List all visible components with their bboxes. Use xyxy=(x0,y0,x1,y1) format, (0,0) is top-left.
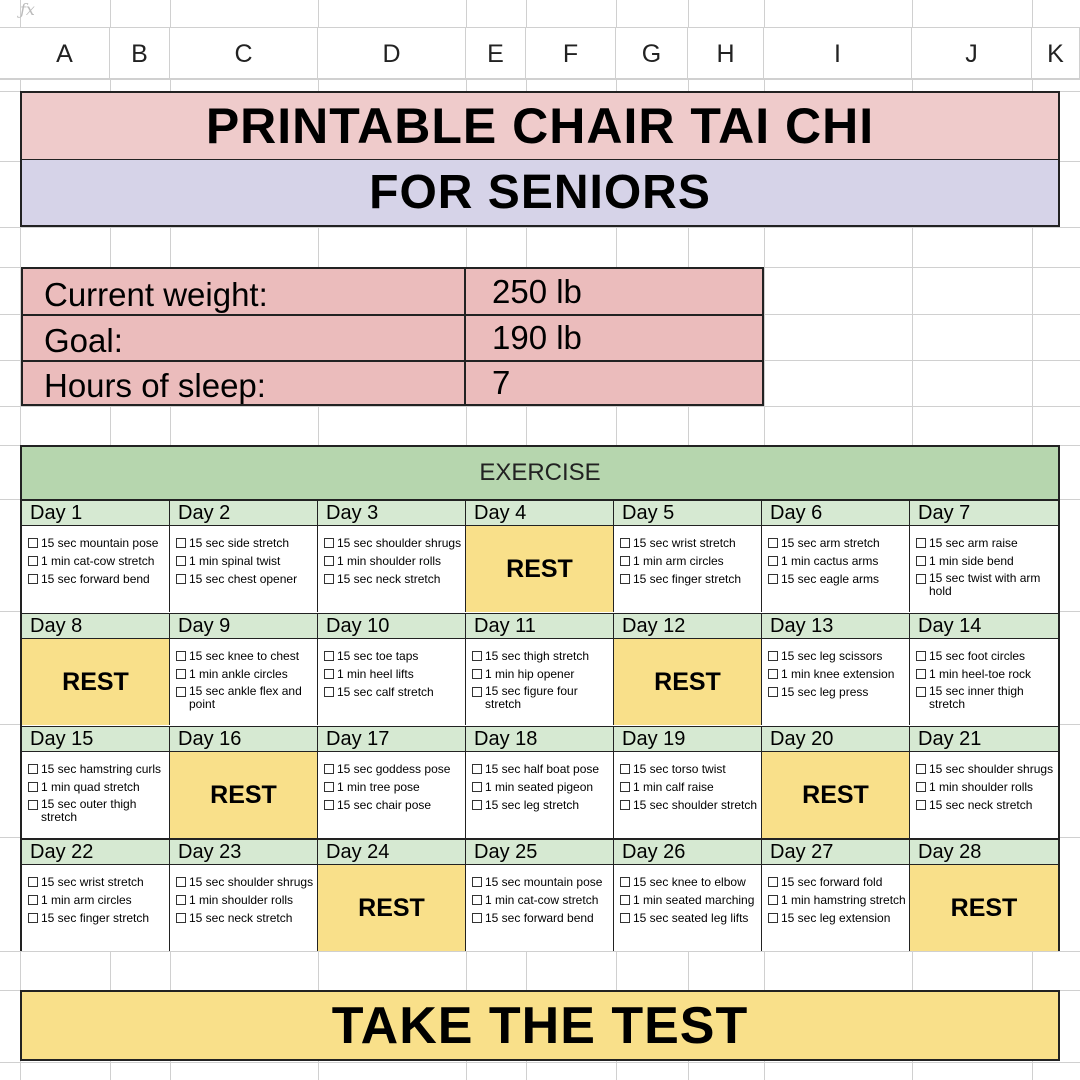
task-checkbox[interactable] xyxy=(472,913,482,923)
task-label: 1 min seated marching xyxy=(633,893,755,907)
task-item xyxy=(916,647,1056,665)
column-header-j[interactable]: J xyxy=(912,28,1032,80)
task-label: 15 sec foot circles xyxy=(929,649,1026,663)
task-label: 15 sec leg stretch xyxy=(485,798,580,812)
day-header: Day 17 xyxy=(318,726,466,752)
column-header-b[interactable]: B xyxy=(110,28,170,80)
task-item xyxy=(620,796,759,814)
task-checkbox[interactable] xyxy=(620,556,630,566)
task-label: 15 sec chest opener xyxy=(189,572,298,586)
task-item xyxy=(324,778,463,796)
day-header: Day 3 xyxy=(318,500,466,526)
exercise-header: EXERCISE xyxy=(22,447,1058,500)
day-task-cell xyxy=(466,752,614,838)
task-label: 1 min heel-toe rock xyxy=(929,667,1032,681)
task-label: 15 sec forward bend xyxy=(485,911,594,925)
task-label: 15 sec shoulder shrugs xyxy=(929,762,1054,776)
task-item xyxy=(28,760,167,778)
task-checkbox[interactable] xyxy=(916,556,926,566)
task-checkbox[interactable] xyxy=(28,538,38,548)
day-task-cell xyxy=(466,865,614,951)
task-item xyxy=(176,891,315,909)
task-item xyxy=(28,534,167,552)
task-label: 1 min shoulder rolls xyxy=(929,780,1034,794)
column-header-e[interactable]: E xyxy=(466,28,526,80)
task-checkbox[interactable] xyxy=(916,574,926,584)
task-checkbox[interactable] xyxy=(620,877,630,887)
task-checkbox[interactable] xyxy=(324,687,334,697)
task-label: 1 min side bend xyxy=(929,554,1014,568)
day-task-cell xyxy=(22,865,170,951)
task-item xyxy=(472,778,611,796)
task-label: 15 sec mountain pose xyxy=(41,536,159,550)
task-item xyxy=(176,552,315,570)
rest-day-cell xyxy=(466,526,614,612)
day-header: Day 10 xyxy=(318,613,466,639)
task-label: 15 sec wrist stretch xyxy=(633,536,736,550)
task-label: 1 min arm circles xyxy=(633,554,724,568)
day-header: Day 11 xyxy=(466,613,614,639)
task-item xyxy=(472,760,611,778)
task-label: 15 sec chair pose xyxy=(337,798,432,812)
task-checkbox[interactable] xyxy=(916,764,926,774)
task-item xyxy=(768,683,907,701)
day-task-cell xyxy=(466,639,614,725)
task-checkbox[interactable] xyxy=(768,574,778,584)
task-label: 1 min calf raise xyxy=(633,780,714,794)
task-checkbox[interactable] xyxy=(768,877,778,887)
column-header-a[interactable]: A xyxy=(20,28,110,80)
task-checkbox[interactable] xyxy=(28,913,38,923)
day-header: Day 13 xyxy=(762,613,910,639)
task-label: 15 sec twist with arm hold xyxy=(929,571,1041,598)
task-checkbox[interactable] xyxy=(768,895,778,905)
task-item xyxy=(768,570,907,588)
task-checkbox[interactable] xyxy=(176,651,186,661)
task-checkbox[interactable] xyxy=(176,687,186,697)
task-label: 15 sec neck stretch xyxy=(189,911,293,925)
day-task-cell xyxy=(170,865,318,951)
task-item xyxy=(768,534,907,552)
task-label: 15 sec arm raise xyxy=(929,536,1018,550)
column-header-f[interactable]: F xyxy=(526,28,616,80)
take-the-test-button[interactable]: TAKE THE TEST xyxy=(20,990,1060,1061)
task-checkbox[interactable] xyxy=(176,538,186,548)
task-label: 1 min shoulder rolls xyxy=(189,893,294,907)
task-checkbox[interactable] xyxy=(620,574,630,584)
task-label: 1 min arm circles xyxy=(41,893,132,907)
day-header: Day 26 xyxy=(614,839,762,865)
task-item xyxy=(324,534,463,552)
task-label: 1 min quad stretch xyxy=(41,780,140,794)
stat-value[interactable]: 190 lb xyxy=(492,319,582,356)
task-label: 1 min cat-cow stretch xyxy=(485,893,599,907)
task-checkbox[interactable] xyxy=(916,687,926,697)
task-item xyxy=(620,909,759,927)
task-item xyxy=(324,570,463,588)
task-checkbox[interactable] xyxy=(28,895,38,905)
task-checkbox[interactable] xyxy=(916,800,926,810)
task-item xyxy=(472,647,611,665)
task-checkbox[interactable] xyxy=(472,800,482,810)
day-task-cell xyxy=(614,865,762,951)
day-task-cell xyxy=(22,752,170,838)
task-item xyxy=(472,665,611,683)
rest-label: REST xyxy=(802,780,869,809)
task-item xyxy=(916,572,1056,598)
task-item xyxy=(916,760,1056,778)
task-label: 1 min cat-cow stretch xyxy=(41,554,155,568)
task-checkbox[interactable] xyxy=(768,651,778,661)
task-checkbox[interactable] xyxy=(472,877,482,887)
task-label: 15 sec thigh stretch xyxy=(485,649,590,663)
task-label: 15 sec side stretch xyxy=(189,536,290,550)
day-task-cell xyxy=(762,526,910,612)
task-checkbox[interactable] xyxy=(176,913,186,923)
task-checkbox[interactable] xyxy=(916,669,926,679)
task-checkbox[interactable] xyxy=(324,800,334,810)
task-item xyxy=(916,552,1056,570)
task-label: 15 sec shoulder shrugs xyxy=(337,536,462,550)
task-checkbox[interactable] xyxy=(472,669,482,679)
task-checkbox[interactable] xyxy=(620,782,630,792)
page-subtitle: FOR SENIORS xyxy=(20,160,1060,227)
task-item xyxy=(472,873,611,891)
task-checkbox[interactable] xyxy=(620,913,630,923)
day-task-cell xyxy=(762,865,910,951)
task-checkbox[interactable] xyxy=(768,669,778,679)
task-item xyxy=(768,891,907,909)
day-task-cell xyxy=(318,752,466,838)
task-checkbox[interactable] xyxy=(28,800,38,810)
task-label: 15 sec shoulder shrugs xyxy=(189,875,314,889)
task-label: 15 sec knee to elbow xyxy=(633,875,746,889)
stat-label: Hours of sleep: xyxy=(23,362,466,404)
task-item xyxy=(176,665,315,683)
task-item xyxy=(768,647,907,665)
task-checkbox[interactable] xyxy=(28,764,38,774)
task-item xyxy=(620,570,759,588)
task-item xyxy=(916,685,1056,711)
task-checkbox[interactable] xyxy=(472,764,482,774)
task-item xyxy=(324,552,463,570)
task-checkbox[interactable] xyxy=(324,764,334,774)
stat-row-weight xyxy=(23,269,762,314)
rest-label: REST xyxy=(358,893,425,922)
column-header-d[interactable]: D xyxy=(318,28,466,80)
rest-day-cell xyxy=(318,865,466,951)
task-checkbox[interactable] xyxy=(176,895,186,905)
task-checkbox[interactable] xyxy=(768,913,778,923)
task-item xyxy=(472,685,611,711)
task-checkbox[interactable] xyxy=(324,782,334,792)
formula-icon: ƒx xyxy=(20,0,35,19)
task-item xyxy=(176,685,315,711)
day-header: Day 14 xyxy=(910,613,1058,639)
task-label: 1 min heel lifts xyxy=(337,667,414,681)
task-item xyxy=(620,891,759,909)
rest-day-cell xyxy=(762,752,910,838)
task-label: 1 min spinal twist xyxy=(189,554,281,568)
day-header: Day 22 xyxy=(22,839,170,865)
task-label: 15 sec forward fold xyxy=(781,875,883,889)
task-item xyxy=(472,909,611,927)
task-label: 15 sec toe taps xyxy=(337,649,419,663)
day-header: Day 12 xyxy=(614,613,762,639)
day-header: Day 4 xyxy=(466,500,614,526)
task-label: 15 sec arm stretch xyxy=(781,536,880,550)
rest-label: REST xyxy=(62,667,129,696)
day-header: Day 21 xyxy=(910,726,1058,752)
task-item xyxy=(916,534,1056,552)
task-item xyxy=(176,909,315,927)
task-label: 15 sec seated leg lifts xyxy=(633,911,749,925)
task-item xyxy=(28,873,167,891)
task-checkbox[interactable] xyxy=(916,651,926,661)
task-item xyxy=(620,873,759,891)
task-checkbox[interactable] xyxy=(324,538,334,548)
day-header: Day 15 xyxy=(22,726,170,752)
task-label: 1 min ankle circles xyxy=(189,667,288,681)
task-label: 1 min hamstring stretch xyxy=(781,893,906,907)
day-header: Day 8 xyxy=(22,613,170,639)
task-item xyxy=(916,665,1056,683)
task-label: 15 sec forward bend xyxy=(41,572,150,586)
day-header: Day 5 xyxy=(614,500,762,526)
task-checkbox[interactable] xyxy=(28,574,38,584)
day-task-cell xyxy=(170,526,318,612)
task-checkbox[interactable] xyxy=(28,877,38,887)
task-label: 15 sec leg extension xyxy=(781,911,891,925)
task-item xyxy=(916,796,1056,814)
task-checkbox[interactable] xyxy=(916,782,926,792)
day-header: Day 1 xyxy=(22,500,170,526)
task-label: 15 sec neck stretch xyxy=(929,798,1033,812)
task-label: 1 min cactus arms xyxy=(781,554,879,568)
task-item xyxy=(324,683,463,701)
task-label: 1 min tree pose xyxy=(337,780,420,794)
day-header: Day 19 xyxy=(614,726,762,752)
rest-day-cell xyxy=(910,865,1058,951)
column-header-h[interactable]: H xyxy=(688,28,764,80)
task-label: 15 sec ankle flex and point xyxy=(189,684,302,711)
stat-label: Current weight: xyxy=(23,269,466,314)
stat-value[interactable]: 250 lb xyxy=(492,272,582,310)
day-header: Day 7 xyxy=(910,500,1058,526)
task-label: 1 min knee extension xyxy=(781,667,895,681)
task-item xyxy=(768,665,907,683)
task-item xyxy=(768,552,907,570)
day-task-cell xyxy=(614,526,762,612)
day-task-cell xyxy=(910,639,1058,725)
task-label: 15 sec calf stretch xyxy=(337,685,434,699)
day-task-cell xyxy=(614,752,762,838)
task-checkbox[interactable] xyxy=(28,556,38,566)
task-checkbox[interactable] xyxy=(620,800,630,810)
task-item xyxy=(324,796,463,814)
task-checkbox[interactable] xyxy=(176,669,186,679)
task-label: 15 sec outer thigh stretch xyxy=(41,797,137,824)
task-checkbox[interactable] xyxy=(176,877,186,887)
task-checkbox[interactable] xyxy=(472,651,482,661)
task-checkbox[interactable] xyxy=(324,651,334,661)
rest-day-cell xyxy=(22,639,170,725)
task-label: 1 min hip opener xyxy=(485,667,575,681)
task-item xyxy=(324,647,463,665)
task-item xyxy=(28,909,167,927)
day-task-cell xyxy=(318,526,466,612)
task-item xyxy=(768,873,907,891)
stat-value[interactable]: 7 xyxy=(492,364,511,401)
task-checkbox[interactable] xyxy=(324,574,334,584)
stat-row-sleep xyxy=(23,360,762,404)
exercise-calendar xyxy=(20,445,1060,951)
task-item xyxy=(28,570,167,588)
rest-label: REST xyxy=(950,893,1018,922)
task-item xyxy=(472,796,611,814)
task-label: 15 sec finger stretch xyxy=(633,572,742,586)
task-checkbox[interactable] xyxy=(176,574,186,584)
task-item xyxy=(472,891,611,909)
task-item xyxy=(768,909,907,927)
task-item xyxy=(620,552,759,570)
task-label: 15 sec leg press xyxy=(781,685,869,699)
day-header: Day 25 xyxy=(466,839,614,865)
stat-row-goal xyxy=(23,314,762,360)
task-checkbox[interactable] xyxy=(620,764,630,774)
day-task-cell xyxy=(318,639,466,725)
task-item xyxy=(176,570,315,588)
task-item xyxy=(28,798,167,824)
day-task-cell xyxy=(22,526,170,612)
task-label: 15 sec figure four stretch xyxy=(485,684,578,711)
task-checkbox[interactable] xyxy=(620,538,630,548)
task-label: 15 sec neck stretch xyxy=(337,572,441,586)
day-header: Day 20 xyxy=(762,726,910,752)
task-item xyxy=(176,534,315,552)
column-header-row xyxy=(0,27,1080,79)
task-item xyxy=(620,760,759,778)
task-item xyxy=(324,760,463,778)
task-checkbox[interactable] xyxy=(472,782,482,792)
task-item xyxy=(620,534,759,552)
day-task-cell xyxy=(170,639,318,725)
task-label: 15 sec knee to chest xyxy=(189,649,300,663)
task-label: 15 sec half boat pose xyxy=(485,762,600,776)
rest-label: REST xyxy=(654,667,721,696)
day-header: Day 9 xyxy=(170,613,318,639)
task-label: 15 sec leg scissors xyxy=(781,649,883,663)
day-header: Day 24 xyxy=(318,839,466,865)
task-checkbox[interactable] xyxy=(620,895,630,905)
column-header-k[interactable]: K xyxy=(1032,28,1080,80)
day-task-cell xyxy=(910,752,1058,838)
task-item xyxy=(620,778,759,796)
task-item xyxy=(916,778,1056,796)
day-task-cell xyxy=(762,639,910,725)
task-checkbox[interactable] xyxy=(768,687,778,697)
rest-day-cell xyxy=(170,752,318,838)
rest-label: REST xyxy=(506,554,573,583)
day-header: Day 28 xyxy=(910,839,1058,865)
day-header: Day 27 xyxy=(762,839,910,865)
stats-table xyxy=(21,267,764,406)
day-header: Day 2 xyxy=(170,500,318,526)
task-label: 15 sec finger stretch xyxy=(41,911,150,925)
day-task-cell xyxy=(910,526,1058,612)
task-label: 15 sec shoulder stretch xyxy=(633,798,758,812)
task-checkbox[interactable] xyxy=(472,895,482,905)
task-item xyxy=(324,665,463,683)
day-header: Day 6 xyxy=(762,500,910,526)
page-title: PRINTABLE CHAIR TAI CHI xyxy=(20,91,1060,161)
rest-day-cell xyxy=(614,639,762,725)
task-label: 15 sec mountain pose xyxy=(485,875,603,889)
task-item xyxy=(176,873,315,891)
task-label: 15 sec wrist stretch xyxy=(41,875,144,889)
task-checkbox[interactable] xyxy=(916,538,926,548)
day-header: Day 18 xyxy=(466,726,614,752)
task-checkbox[interactable] xyxy=(768,556,778,566)
stat-label: Goal: xyxy=(23,316,466,360)
task-item xyxy=(176,647,315,665)
task-checkbox[interactable] xyxy=(176,556,186,566)
task-label: 15 sec eagle arms xyxy=(781,572,880,586)
column-header-c[interactable]: C xyxy=(170,28,318,80)
task-label: 15 sec torso twist xyxy=(633,762,726,776)
task-label: 1 min seated pigeon xyxy=(485,780,594,794)
task-label: 15 sec inner thigh stretch xyxy=(929,684,1024,711)
task-item xyxy=(28,891,167,909)
task-label: 1 min shoulder rolls xyxy=(337,554,442,568)
task-item xyxy=(28,552,167,570)
column-header-g[interactable]: G xyxy=(616,28,688,80)
task-checkbox[interactable] xyxy=(472,687,482,697)
task-checkbox[interactable] xyxy=(324,556,334,566)
column-header-i[interactable]: I xyxy=(764,28,912,80)
task-checkbox[interactable] xyxy=(28,782,38,792)
day-header: Day 16 xyxy=(170,726,318,752)
day-header: Day 23 xyxy=(170,839,318,865)
task-item xyxy=(28,778,167,796)
task-checkbox[interactable] xyxy=(324,669,334,679)
task-label: 15 sec goddess pose xyxy=(337,762,451,776)
rest-label: REST xyxy=(210,780,277,809)
task-checkbox[interactable] xyxy=(768,538,778,548)
task-label: 15 sec hamstring curls xyxy=(41,762,162,776)
